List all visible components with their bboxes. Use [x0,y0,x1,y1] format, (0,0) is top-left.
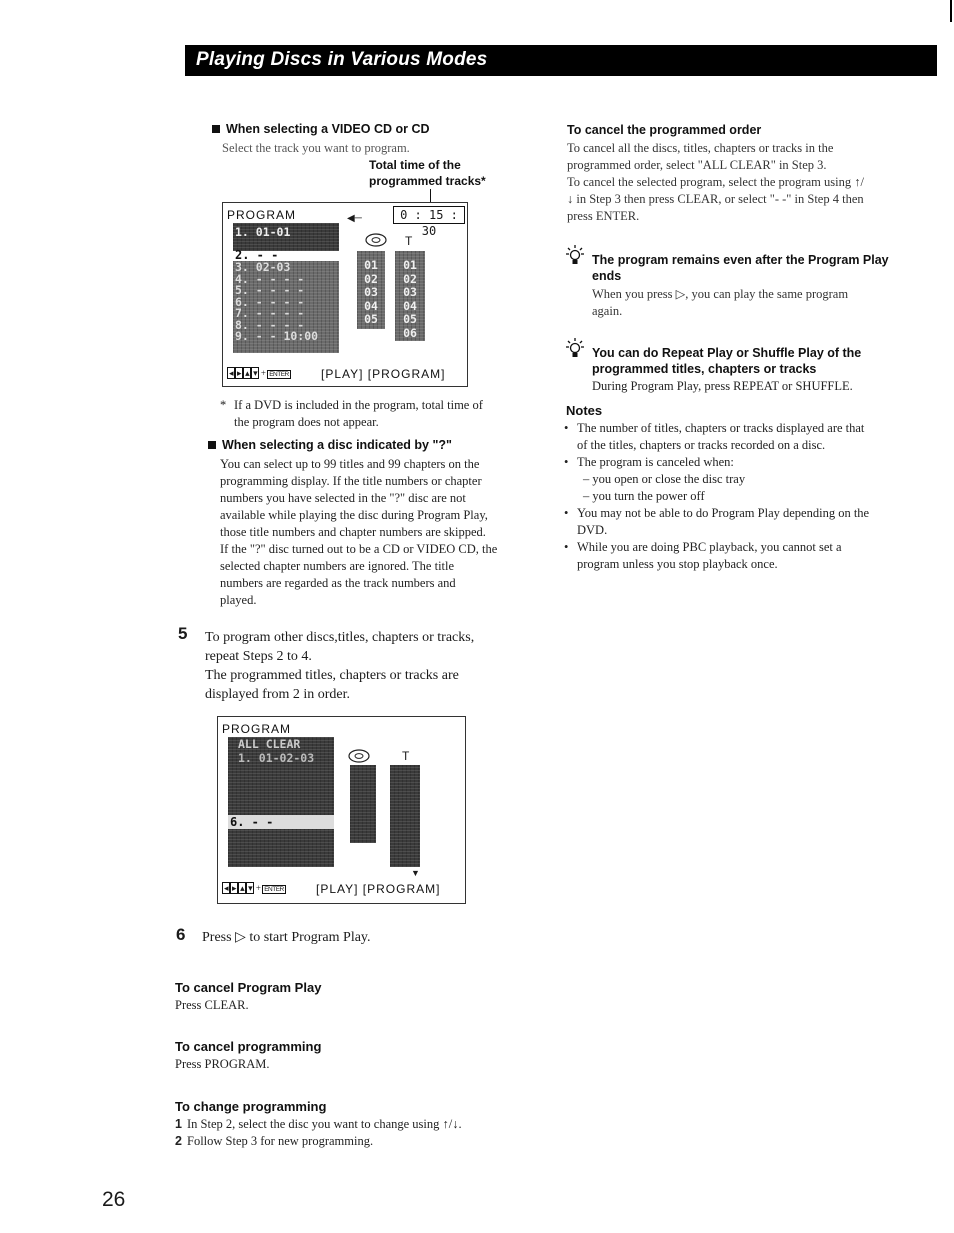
screen1-footer: [PLAY] [PROGRAM] [321,367,446,381]
cancel-programming-text: Press PROGRAM. [175,1057,270,1071]
change-programming-list [175,1116,462,1150]
screen1-row-8: 8. - - - - [235,317,305,332]
step-5-number: 5 [178,624,188,643]
change-programming-heading: To change programming [175,1099,327,1114]
program-screen-1 [222,202,468,387]
screen2-footer: [PLAY] [PROGRAM] [316,882,441,896]
program-screen-2 [217,716,466,904]
screen2-label: PROGRAM [222,722,292,736]
sec1-heading [212,122,430,136]
screen2-all-clear: ALL CLEAR [238,737,301,751]
track-item-1: 01 [403,258,417,272]
sec2-line: If the "?" disc turned out to be a CD or VIDEO CD, the [220,542,498,556]
plus-sign: + [260,368,266,378]
screen2-track-label: T [402,749,410,763]
screen1-label: PROGRAM [227,208,297,222]
tip1-heading [592,252,889,284]
sec2-line: numbers are regarded as the track numbers and [220,576,456,590]
sec2-line: played. [220,593,257,607]
title-item-4: 04 [364,298,378,313]
change-step-1-num: 1 [175,1117,182,1131]
tip2-heading [592,345,861,377]
screen2-track-column [390,765,420,867]
track-item-3: 03 [403,285,417,300]
sec1-heading-text: When selecting a VIDEO CD or CD [226,122,430,136]
callout-line1: Total time of the [369,158,461,172]
screen1-title-list [357,259,385,327]
sec2-heading [208,438,452,452]
screen1-row-5: 5. - - - - [235,283,305,297]
cancel-order-line: To cancel the selected program, select the program using ↑/ [567,175,864,189]
screen1-row-4: 4. - - - - [235,271,305,286]
note-line: • The program is canceled when: [577,455,734,469]
step5-line-1: To program other discs,titles, chapters or tracks, [205,630,475,645]
sec2-heading-text: When selecting a disc indicated by "?" [222,438,452,452]
lightbulb-tip-icon [566,245,584,265]
track-item-6: 06 [403,325,417,340]
tip1-heading-line2: ends [592,269,622,283]
screen2-title-column [350,765,376,843]
sec2-line: numbers you have selected in the "?" disc are not [220,491,466,505]
footnote-line-1: If a DVD is included in the program, total time of [234,398,483,412]
plus-sign: + [255,883,261,893]
note-line: • While you are doing PBC playback, you cannot set a [577,540,842,554]
step5-line-3: The programmed titles, chapters or tracks are [205,668,459,683]
step5-line-2: repeat Steps 2 to 4. [205,649,312,664]
note-item [564,505,914,539]
callout-total-time [369,157,486,189]
lightbulb-tip-icon [566,338,584,358]
tip1-body [592,286,848,320]
notes-heading: Notes [566,403,603,418]
key-right-icon: ▸ [237,368,242,378]
key-up-icon: ▴ [245,368,250,378]
tip2-heading-line2: programmed titles, chapters or tracks [592,362,817,376]
cancel-order-heading: To cancel the programmed order [567,123,762,137]
tip1-line: again. [592,304,623,318]
key-down-icon: ▾ [248,883,253,893]
screen1-row-2: 2. - - [235,248,279,262]
arrow-left-icon: ◀─ [347,213,362,224]
screen1-row-6: 6. - - - - [235,294,305,309]
cancel-programming-heading: To cancel programming [175,1039,322,1054]
screen1-time-display: 0 : 15 : 30 [393,206,465,224]
screen1-row-3: 3. 02-03 [235,260,291,274]
track-item-4: 04 [403,298,417,313]
change-step-1-text: In Step 2, select the disc you want to change using ↑/↓. [187,1117,462,1131]
key-right-icon: ▸ [232,883,237,893]
enter-key-icon: ENTER [264,886,284,893]
screen1-nav-keys [227,368,291,379]
title-item-5: 05 [364,312,378,327]
screen1-track-label: T [405,234,413,248]
step5-line-4: displayed from 2 in order. [205,687,351,702]
page-number: 26 [102,1188,126,1211]
sec1-text: Select the track you want to program. [222,141,410,155]
sec2-body [220,456,497,609]
track-item-5: 05 [403,312,417,327]
key-left-icon: ◂ [224,883,229,893]
square-bullet-icon [212,125,220,133]
screen2-row-1: 1. 01-02-03 [238,751,315,765]
step-6-number: 6 [176,925,186,944]
note-line: • The number of titles, chapters or tracks displayed are that [577,421,865,435]
cancel-order-line: To cancel all the discs, titles, chapters or tracks in the [567,141,834,155]
title-item-2: 02 [364,271,378,286]
note-item [564,420,914,454]
note-line: program unless you stop playback once. [577,557,778,571]
note-sub-line: – you open or close the disc tray [583,472,746,486]
tip2-heading-line1: You can do Repeat Play or Shuffle Play of the [592,346,862,360]
section-title: Playing Discs in Various Modes [196,49,488,70]
change-step-2 [175,1133,462,1150]
change-step-2-num: 2 [175,1134,182,1148]
screen2-row-6: 6. - - [230,815,274,829]
screen1-row-9: 9. - - 10:00 [235,329,319,343]
disc-icon [348,749,370,763]
tip1-heading-line1: The program remains even after the Program Play [592,253,889,267]
cancel-order-line: ↓ in Step 3 then press CLEAR, or select "- -" in Step 4 then [567,192,864,206]
sec2-line: You can select up to 99 titles and 99 chapters on the [220,457,480,471]
tip2-body: During Program Play, press REPEAT or SHUFFLE. [592,379,853,393]
cancel-play-heading: To cancel Program Play [175,980,322,995]
note-item [564,454,914,505]
screen1-track-list [395,259,425,341]
step-5-text [205,628,474,704]
sec2-line: programming display. If the title numbers or chapter [220,474,482,488]
disc-icon [365,233,387,247]
note-line: • You may not be able to do Program Play depending on the [577,506,870,520]
change-step-1 [175,1116,462,1133]
note-item [564,539,914,573]
footnote-line-2: the program does not appear. [234,415,379,429]
notes-list [564,420,914,573]
enter-key-icon: ENTER [269,371,289,378]
cancel-order-line: press ENTER. [567,209,640,223]
key-up-icon: ▴ [240,883,245,893]
down-arrow-icon: ▼ [411,868,420,878]
tip1-line: When you press ▷, you can play the same program [592,287,849,301]
footnote [234,397,483,431]
note-line: of the titles, chapters or tracks recorded on a disc. [577,438,826,452]
sec2-line: selected chapter numbers are ignored. The title [220,559,455,573]
screen1-rows-list [235,262,318,343]
screen1-row-7: 7. - - - - [235,306,305,320]
sec2-line: those title numbers and chapter numbers are skipped. [220,525,486,539]
title-item-1: 01 [364,258,378,272]
title-item-3: 03 [364,285,378,300]
cancel-play-text: Press CLEAR. [175,998,249,1012]
page-edge-mark [950,0,952,22]
cancel-order-body [567,140,864,225]
screen2-nav-keys [222,883,286,894]
change-step-2-text: Follow Step 3 for new programming. [187,1134,374,1148]
track-item-2: 02 [403,271,417,286]
step-6-text: Press ▷ to start Program Play. [202,930,371,945]
sec2-line: available while playing the disc during Program Play, [220,508,488,522]
note-sub-line: – you turn the power off [583,489,705,503]
key-left-icon: ◂ [229,368,234,378]
note-line: DVD. [577,523,608,537]
square-bullet-icon [208,441,216,449]
callout-line2: programmed tracks* [369,174,486,188]
key-down-icon: ▾ [253,368,258,378]
screen1-row-1: 1. 01-01 [235,225,291,239]
footnote-mark: * [220,398,227,412]
cancel-order-line: programmed order, select "ALL CLEAR" in Step 3. [567,158,827,172]
